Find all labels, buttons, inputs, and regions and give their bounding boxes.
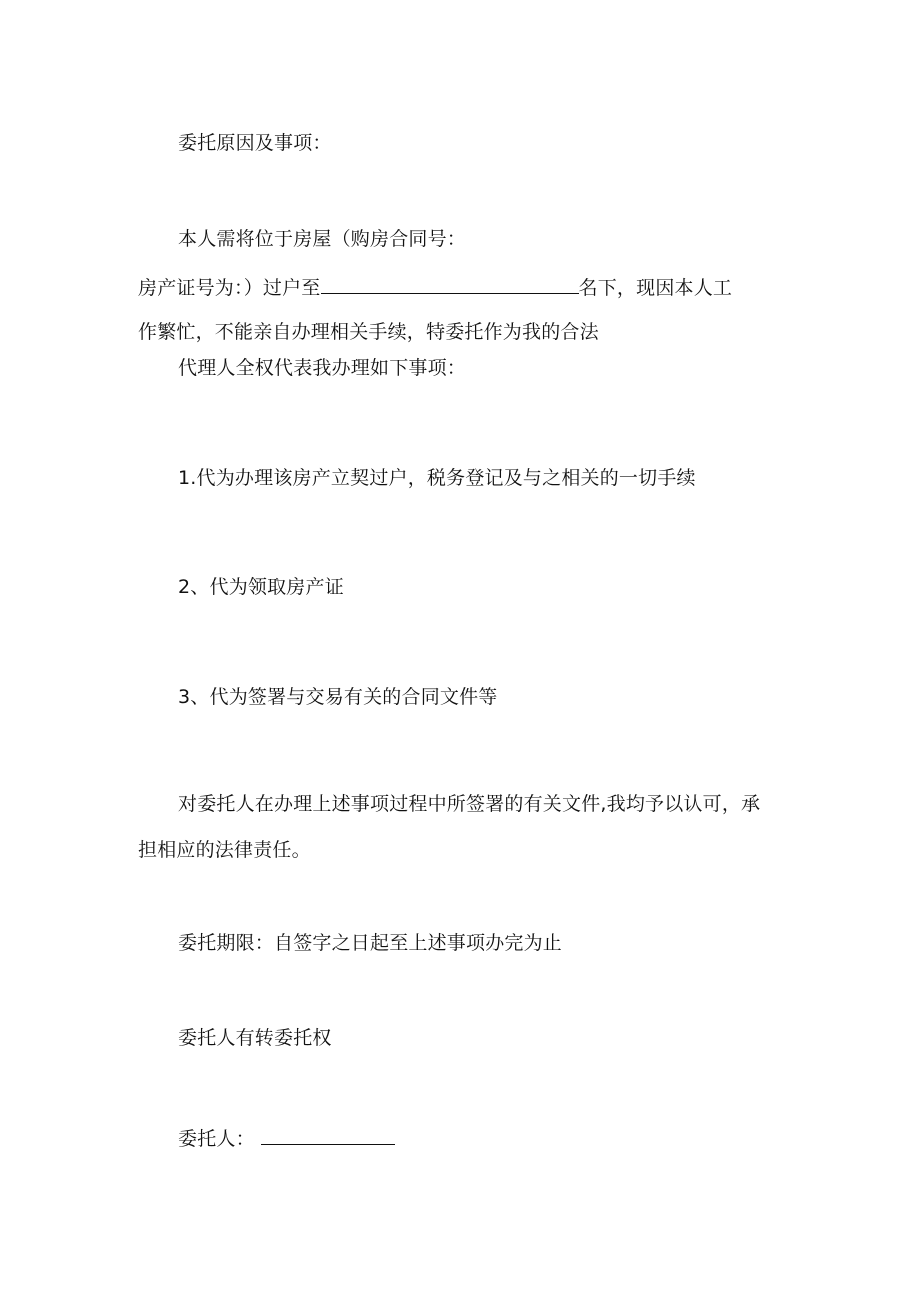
intro-line-2-after: 名下，现因本人工 [578,277,733,299]
intro-line-4: 代理人全权代表我办理如下事项： [178,357,467,379]
principal-signature-blank [261,1124,395,1145]
intro-line-1: 本人需将位于房屋（购房合同号： [178,228,467,250]
transferee-blank [321,273,579,294]
principal-signature-line [178,1124,395,1151]
subdelegation-statement: 委托人有转委托权 [178,1027,332,1049]
item-3: 3、代为签署与交易有关的合同文件等 [178,686,498,708]
section-heading: 委托原因及事项： [178,132,332,154]
intro-line-3: 作繁忙，不能亲自办理相关手续，特委托作为我的合法 [138,321,599,343]
item-1: 1.代为办理该房产立契过户，税务登记及与之相关的一切手续 [178,467,696,489]
entrustment-term: 委托期限：自签字之日起至上述事项办完为止 [178,932,563,954]
intro-line-2-before: 房产证号为：）过户至 [138,277,321,299]
acknowledgement-line-1: 对委托人在办理上述事项过程中所签署的有关文件,我均予以认可，承 [178,793,761,815]
principal-label: 委托人： [178,1128,255,1150]
item-2: 2、代为领取房产证 [178,576,344,598]
intro-line-2 [138,273,732,300]
acknowledgement-line-2: 担相应的法律责任。 [138,839,311,861]
